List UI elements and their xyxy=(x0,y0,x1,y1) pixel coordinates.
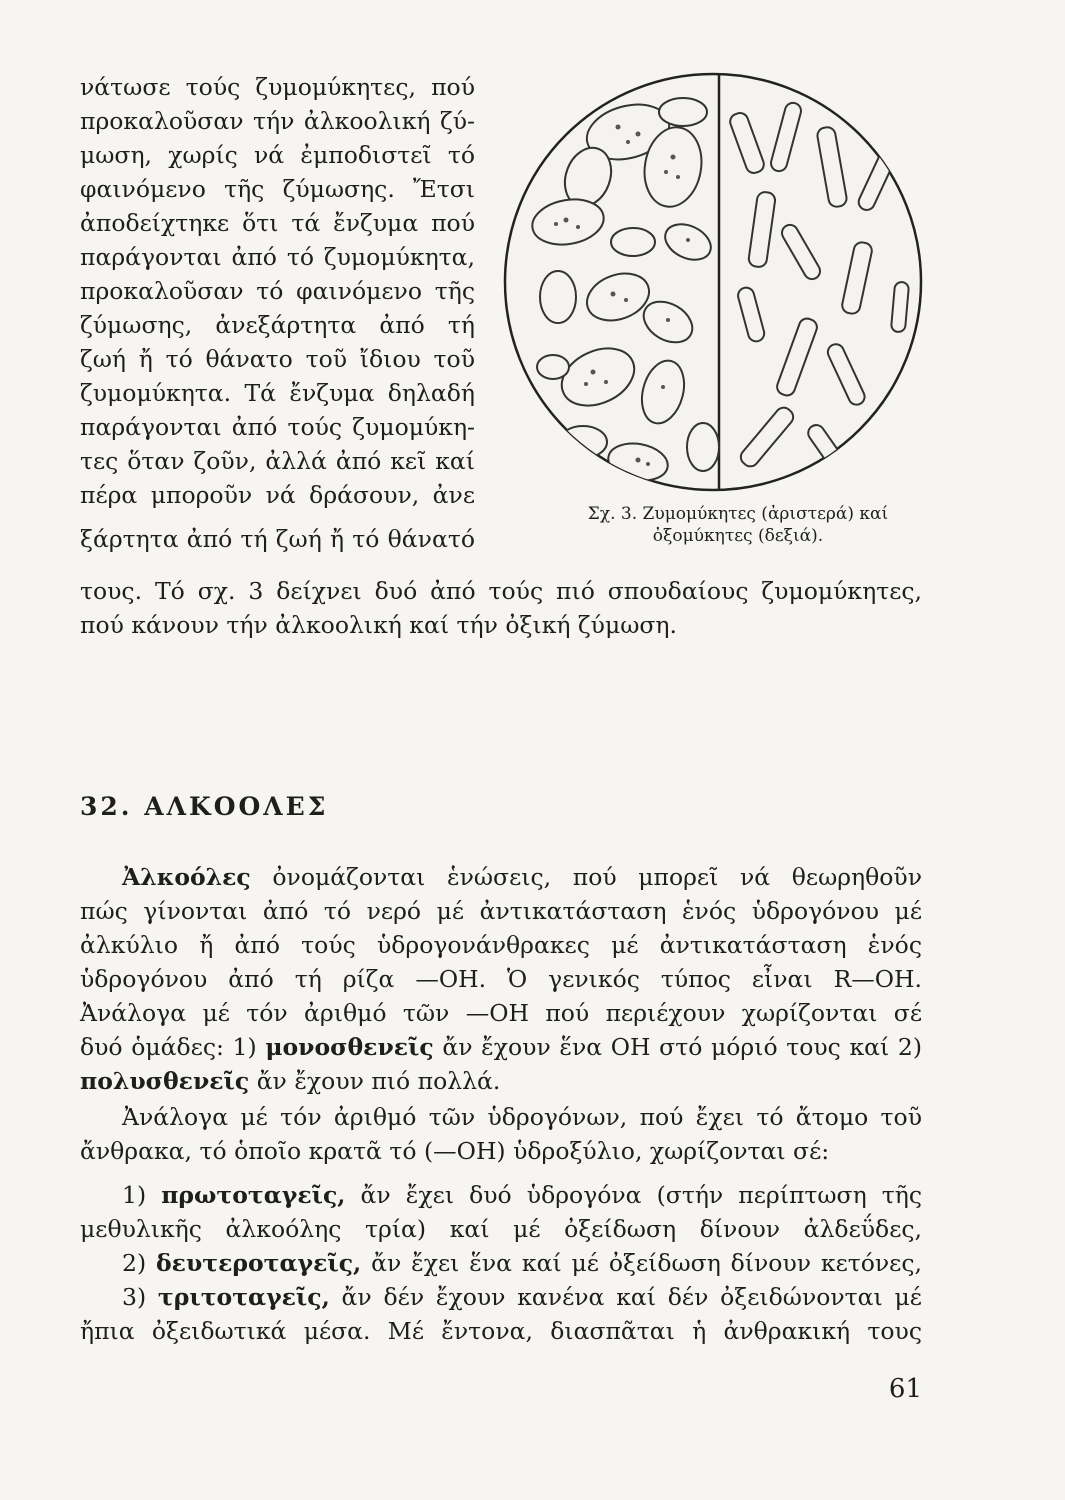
section-heading: 32. ΑΛΚΟΟΛΕΣ xyxy=(80,792,329,821)
mono-term: μονοσθενεῖς xyxy=(265,1033,434,1061)
classification-line xyxy=(80,1064,500,1098)
definition-line xyxy=(80,860,922,894)
hydrogen-line: Ἀνάλογα μέ τόν ἀριθμό τῶν ὑδρογόνων, πού ἔχει τό ἄτομο τοῦ xyxy=(122,1103,922,1131)
primary-term: πρωτοταγεῖς, xyxy=(161,1181,346,1209)
classification-line xyxy=(80,1030,922,1064)
text-line: ζυμομύκητα. Τά ἔνζυμα δηλαδή xyxy=(80,379,475,407)
type-text: ἄν ἔχει δυό ὑδρογόνα (στήν περίπτωση τῆς xyxy=(345,1181,922,1209)
text-line: τες ὅταν ζοῦν, ἀλλά ἀπό κεῖ καί xyxy=(80,447,475,475)
text-line: φαινόμενο τῆς ζύμωσης. Ἔτσι xyxy=(80,175,475,203)
type-line-tertiary xyxy=(80,1280,922,1314)
tertiary-term: τριτοταγεῖς, xyxy=(157,1283,330,1311)
text-line: παράγονται ἀπό τούς ζυμομύκη- xyxy=(80,413,475,441)
caption-line: ὀξομύκητες (δεξιά). xyxy=(652,526,824,546)
definition-term: Ἀλκοόλες xyxy=(122,863,251,891)
microscope-field-illustration xyxy=(488,72,938,492)
classification-text: δυό ὁμάδες: 1) xyxy=(80,1033,266,1061)
text-line: προκαλοῦσαν τό φαινόμενο τῆς xyxy=(80,277,475,305)
type-number: 1) xyxy=(122,1181,162,1209)
classification-text: ἄν ἔχουν ἕνα ΟΗ στό μόριό τους καί 2) xyxy=(433,1033,922,1061)
definition-line: ὑδρογόνου ἀπό τή ρίζα —ΟΗ. Ὁ γενικός τύπος εἶναι R—OH. xyxy=(80,965,922,993)
type-line: μεθυλικῆς ἀλκοόλης τρία) καί μέ ὀξείδωση δίνουν ἀλδεΰδες, xyxy=(80,1215,922,1243)
definition-line: ἀλκύλιο ἤ ἀπό τούς ὑδρογονάνθρακες μέ ἀντικατάσταση ἑνός xyxy=(80,931,922,959)
classification-text: ἄν ἔχουν πιό πολλά. xyxy=(249,1067,501,1095)
text-line: προκαλοῦσαν τήν ἀλκοολική ζύ- xyxy=(80,107,475,135)
caption-line: Σχ. 3. Ζυμομύκητες (ἀριστερά) καί xyxy=(587,504,889,524)
text-line: μωση, χωρίς νά ἐμποδιστεῖ τό xyxy=(80,141,475,169)
text-line: ἀποδείχτηκε ὅτι τά ἔνζυμα πού xyxy=(80,209,475,237)
type-line-secondary xyxy=(80,1246,922,1280)
figure-caption xyxy=(548,503,928,547)
text-line: τους. Τό σχ. 3 δείχνει δυό ἀπό τούς πιό σπουδαίους ζυμομύκητες, xyxy=(80,577,922,605)
text-line: ζωή ἤ τό θάνατο τοῦ ἴδιου τοῦ xyxy=(80,345,475,373)
type-number: 2) xyxy=(122,1249,156,1277)
text-line: ξάρτητα ἀπό τή ζωή ἤ τό θάνατό xyxy=(80,525,475,553)
microscope-figure xyxy=(488,72,938,492)
type-number: 3) xyxy=(122,1283,158,1311)
page-number: 61 xyxy=(888,1374,922,1404)
text-line: νάτωσε τούς ζυμομύκητες, πού xyxy=(80,73,475,101)
type-line-primary xyxy=(80,1178,922,1212)
text-line: πέρα μποροῦν νά δράσουν, ἀνε xyxy=(80,481,475,509)
text-line: πού κάνουν τήν ἀλκοολική καί τήν ὀξική ζύμωση. xyxy=(80,611,677,639)
type-text: ἄν ἔχει ἕνα καί μέ ὀξείδωση δίνουν κετόνες, xyxy=(361,1249,922,1277)
poly-term: πολυσθενεῖς xyxy=(80,1067,250,1095)
classification-line: Ἀνάλογα μέ τόν ἀριθμό τῶν —ΟΗ πού περιέχουν χωρίζονται σέ xyxy=(80,999,922,1027)
secondary-term: δευτεροταγεῖς, xyxy=(156,1249,362,1277)
definition-text: ὀνομάζονται ἑνώσεις, πού μπορεῖ νά θεωρηθοῦν xyxy=(250,863,922,891)
text-line: ζύμωσης, ἀνεξάρτητα ἀπό τή xyxy=(80,311,475,339)
text-line: παράγονται ἀπό τό ζυμομύκητα, xyxy=(80,243,475,271)
definition-line: πώς γίνονται ἀπό τό νερό μέ ἀντικατάσταση ἑνός ὑδρογόνου μέ xyxy=(80,897,922,925)
hydrogen-line: ἄνθρακα, τό ὁποῖο κρατᾶ τό (—ΟΗ) ὑδροξύλιο, χωρίζονται σέ: xyxy=(80,1137,830,1165)
type-line: ἤπια ὀξειδωτικά μέσα. Μέ ἔντονα, διασπᾶται ἡ ἀνθρακική τους xyxy=(80,1317,922,1345)
type-text: ἄν δέν ἔχουν κανένα καί δέν ὀξειδώνονται μέ xyxy=(329,1283,922,1311)
